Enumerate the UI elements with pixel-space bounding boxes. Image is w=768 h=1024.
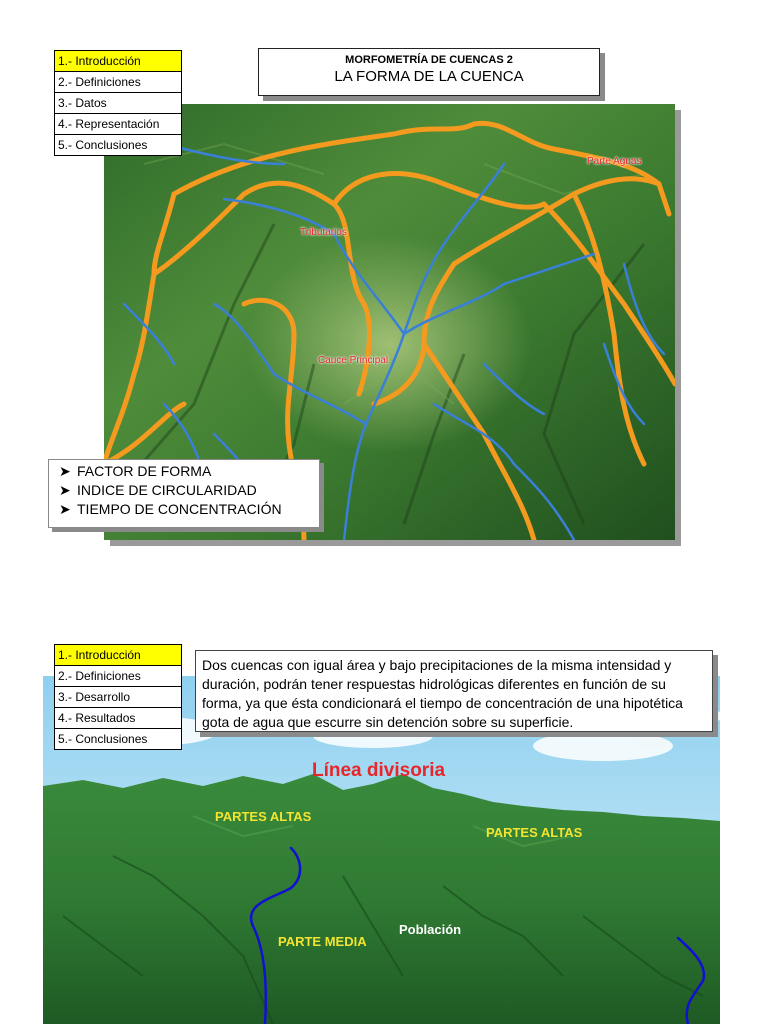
bullet-item [49, 462, 319, 481]
nav-item-definiciones[interactable]: 2.- Definiciones [55, 666, 181, 687]
poblacion-label: Población [399, 922, 462, 937]
tributarios-label: Tributarios [300, 227, 347, 238]
nav-item-representacion[interactable]: 4.- Representación [55, 114, 181, 135]
cauce-principal-label: Cauce Principal [318, 355, 389, 366]
nav-item-definiciones[interactable]: 2.- Definiciones [55, 72, 181, 93]
slide-title-line1: MORFOMETRÍA DE CUENCAS 2 [345, 54, 513, 66]
bullet-item [49, 500, 319, 519]
bullet-item [49, 481, 319, 500]
slide-title-box [258, 48, 600, 96]
bullet-text-indice-circularidad: INDICE DE CIRCULARIDAD [77, 482, 257, 498]
explanation-text: Dos cuencas con igual área y bajo precipitaciones de la misma intensidad y duración, podrán tener respuestas hidrológicas diferentes en función de su forma, ya que ésta condicionará el tiempo de concentración de una hipotética gota de agua que escurre sin detención sobre su superficie. [202, 657, 683, 730]
nav-item-conclusiones[interactable]: 5.- Conclusiones [58, 138, 148, 152]
bullet-text-tiempo-concentracion: TIEMPO DE CONCENTRACIÓN [77, 501, 282, 517]
nav-item-desarrollo[interactable]: 3.- Desarrollo [55, 687, 181, 708]
arrowhead-icon: ➤ [59, 463, 71, 479]
partes-altas-left-label: PARTES ALTAS [215, 809, 312, 824]
section-nav-bottom [54, 644, 182, 750]
nav-item-introduccion[interactable]: 1.- Introducción [55, 645, 181, 666]
arrowhead-icon: ➤ [59, 501, 71, 517]
bullet-list-box [48, 459, 320, 528]
nav-item-conclusiones[interactable]: 5.- Conclusiones [58, 732, 148, 746]
explanation-text-box [195, 650, 713, 732]
nav-item-introduccion[interactable]: 1.- Introducción [55, 51, 181, 72]
bullet-text-factor-forma: FACTOR DE FORMA [77, 463, 212, 479]
slide-title-line2: LA FORMA DE LA CUENCA [334, 68, 524, 85]
section-nav-top [54, 50, 182, 156]
parte-aguas-label: Parte Aguas [587, 156, 642, 167]
nav-item-datos[interactable]: 3.- Datos [55, 93, 181, 114]
parte-media-label: PARTE MEDIA [278, 934, 367, 949]
arrowhead-icon: ➤ [59, 482, 71, 498]
partes-altas-right-label: PARTES ALTAS [486, 825, 583, 840]
nav-item-resultados[interactable]: 4.- Resultados [55, 708, 181, 729]
linea-divisoria-label: Línea divisoria [312, 760, 446, 781]
